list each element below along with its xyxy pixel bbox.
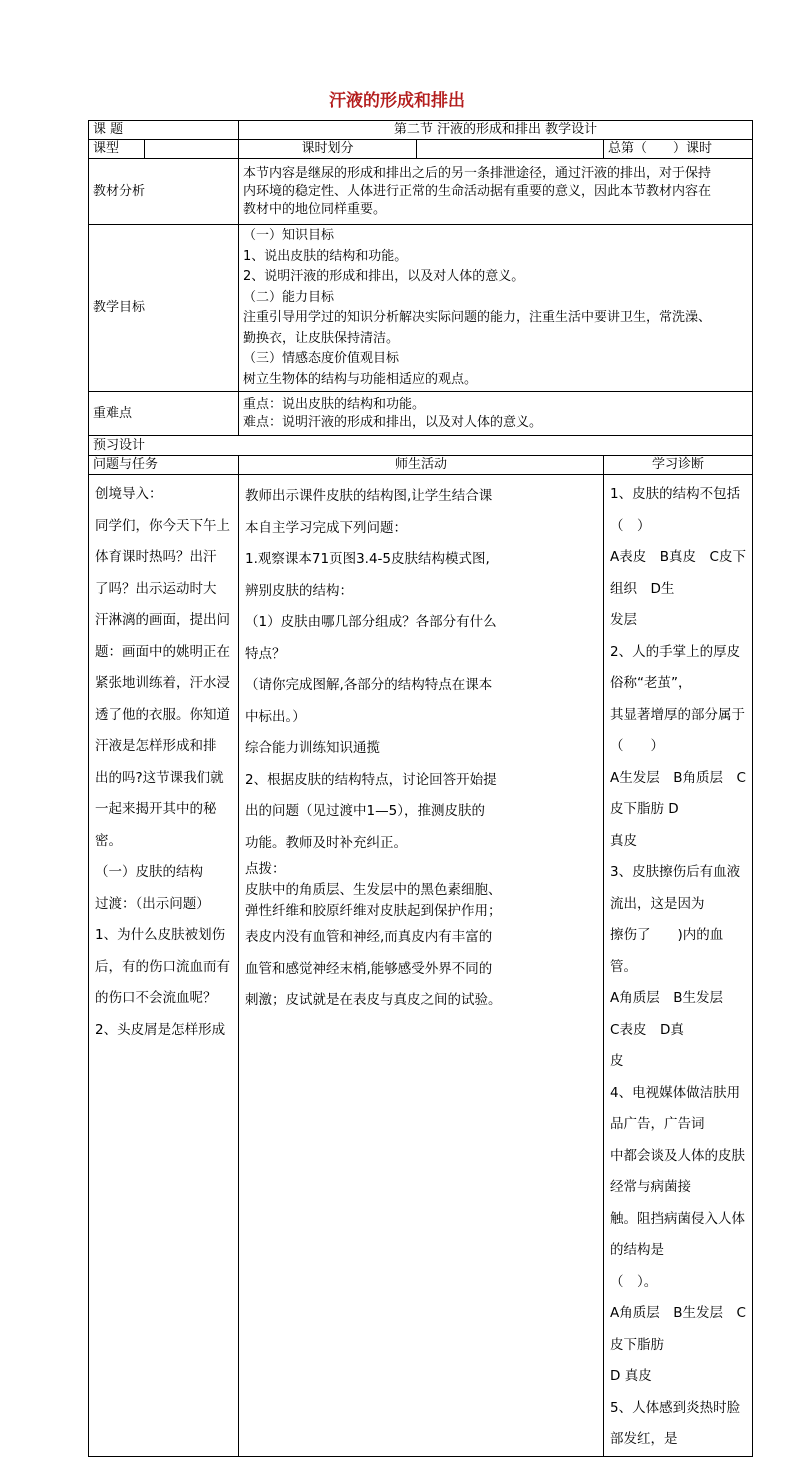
activity-line: 教师出示课件皮肤的结构图,让学生结合课 (245, 488, 493, 504)
note-line: 皮肤中的角质层、生发层中的黑色素细胞、 (245, 882, 502, 898)
diagnosis-line: 3、皮肤擦伤后有血液流出，这是因为 (610, 864, 741, 912)
activity-line: 出的问题（见过渡中1—5），推测皮肤的 (245, 803, 485, 819)
task-line: 1、为什么皮肤被划伤 (95, 927, 226, 943)
task-line: 密。 (95, 832, 122, 849)
diagnosis-line: D 真皮 (610, 1368, 652, 1384)
diagnosis-line: 4、电视媒体做洁肤用品广告，广告词 (610, 1084, 741, 1132)
header-activities: 师生活动 (239, 456, 604, 475)
activity-line: 辨别皮肤的结构： (245, 582, 354, 599)
document-title: 汗液的形成和排出 (329, 91, 465, 111)
task-line: 同学们，你今天下午上 (95, 517, 230, 534)
task-line: 了吗？出示运动时大 (95, 580, 217, 597)
diagnosis-line: 触。阻挡病菌侵入人体的结构是 (610, 1210, 746, 1258)
key-line: 难点：说明汗液的形成和排出，以及对人体的意义。 (243, 414, 543, 430)
activities-text (245, 481, 597, 859)
task-line: 后，有的伤口流血而有 (95, 958, 230, 975)
key-line: 重点：说出皮肤的结构和功能。 (243, 396, 426, 412)
type-label: 课型 (89, 140, 145, 159)
activity-line: 2、根据皮肤的结构特点，讨论回答开始提 (245, 771, 497, 788)
goals-line: （一）知识目标 (243, 228, 335, 243)
note-line: 弹性纤维和胶原纤维对皮肤起到保护作用； (245, 903, 502, 919)
type-row (89, 140, 753, 159)
header-tasks: 问题与任务 (89, 456, 239, 475)
goals-line: （二）能力目标 (243, 289, 335, 305)
activity-line: 综合能力训练知识通揽 (245, 740, 381, 756)
activity-line: 刺激；皮试就是在表皮与真皮之间的试验。 (245, 992, 502, 1008)
note-block (245, 859, 597, 922)
header-row (89, 456, 753, 475)
material-line: 本节内容是继尿的形成和排出之后的另一条排泄途径，通过汗液的排出，对于保持 (243, 165, 712, 181)
goals-line: 注重引导用学过的知识分析解决实际问题的能力，注重生活中要讲卫生，常洗澡、 (243, 310, 712, 325)
plan-label: 课时划分 (239, 140, 417, 159)
material-row (89, 159, 753, 225)
task-line: 汗液是怎样形成和排 (95, 738, 217, 754)
task-line: 出的吗?这节课我们就 (95, 769, 224, 786)
diagnosis-column (604, 475, 753, 1457)
diagnosis-line: 真皮 (610, 832, 638, 849)
goals-line: 1、说出皮肤的结构和功能。 (243, 248, 408, 264)
topic-value: 第二节 汗液的形成和排出 教学设计 (239, 121, 753, 140)
diagnosis-text (610, 479, 746, 1456)
header-diagnosis: 学习诊断 (604, 456, 753, 475)
task-line: 紧张地训练着，汗水浸 (95, 675, 230, 691)
activity-line: 血管和感觉神经末梢,能够感受外界不同的 (245, 960, 493, 977)
topic-label: 课 题 (89, 121, 239, 140)
diagnosis-line: 1、皮肤的结构不包括（ ） (610, 486, 741, 534)
diagnosis-line: A角质层 B生发层 C表皮 D真 (610, 990, 741, 1038)
diagnosis-line: （ ）。 (610, 1273, 658, 1290)
activity-line: 本自主学习完成下列问题： (245, 519, 408, 536)
goals-line: 2、说明汗液的形成和排出，以及对人体的意义。 (243, 269, 525, 284)
goals-label: 教学目标 (89, 225, 239, 392)
task-line: 2、头皮屑是怎样形成 (95, 1021, 226, 1038)
goals-line: （三）情感态度价值观目标 (243, 351, 400, 366)
diagnosis-line: 2、人的手掌上的厚皮俗称“老茧”， (610, 643, 741, 691)
activity-line: （请你完成图解,各部分的结构特点在课本 (245, 677, 493, 693)
diagnosis-line: 皮 (610, 1053, 624, 1069)
activity-line: 功能。教师及时补充纠正。 (245, 834, 408, 851)
activity-line: 中标出。） (245, 708, 306, 725)
key-row (89, 392, 753, 436)
key-label: 重难点 (89, 392, 239, 436)
diagnosis-line: A角质层 B生发层 C皮下脂肪 (610, 1305, 746, 1353)
goals-line: 勤换衣，让皮肤保持清洁。 (243, 330, 400, 346)
task-line: 创境导入： (95, 486, 163, 502)
topic-row (89, 121, 753, 140)
activity-line: 1.观察课本71页图3.4-5皮肤结构模式图, (245, 551, 490, 567)
material-line: 教材中的地位同样重要。 (243, 201, 387, 217)
task-line: （一）皮肤的结构 (95, 864, 203, 880)
activity-line: 特点？ (245, 645, 286, 662)
task-line: 的伤口不会流血呢？ (95, 990, 217, 1006)
activity-line: （1）皮肤由哪几部分组成？各部分有什么 (245, 614, 497, 630)
goals-row (89, 225, 753, 392)
task-line: 题：画面中的姚明正在 (95, 643, 230, 660)
lesson-plan-table (88, 120, 753, 1457)
task-line: 体育课时热吗？出汗 (95, 549, 217, 565)
tasks-column (89, 475, 239, 1457)
diagnosis-line: A生发层 B角质层 C皮下脂肪 D (610, 769, 746, 817)
task-line: 透了他的衣服。你知道 (95, 706, 230, 723)
tasks-text (95, 479, 232, 1046)
plan-value (417, 140, 604, 159)
key-text (239, 392, 753, 436)
activities-tail (245, 922, 597, 1017)
diagnosis-line: A表皮 B真皮 C皮下组织 D生 (610, 549, 746, 597)
diagnosis-line: 发层 (610, 612, 638, 628)
activities-column (239, 475, 604, 1457)
task-line: 过渡：（出示问题） (95, 895, 210, 912)
diagnosis-line: 5、人体感到炎热时脸部发红，是 (610, 1399, 741, 1447)
task-line: 汗淋漓的画面，提出问 (95, 612, 230, 628)
goals-text (239, 225, 753, 392)
task-line: 一起来揭开其中的秘 (95, 801, 217, 817)
type-value (145, 140, 239, 159)
material-line: 内环境的稳定性、人体进行正常的生命活动据有重要的意义，因此本节教材内容在 (243, 183, 712, 199)
preview-label: 预习设计 (89, 436, 753, 456)
material-text (239, 159, 753, 225)
goals-line: 树立生物体的结构与功能相适应的观点。 (243, 371, 478, 387)
total-label: 总第（ ）课时 (604, 140, 753, 159)
activity-line: 表皮内没有血管和神经,而真皮内有丰富的 (245, 929, 493, 945)
body-row (89, 475, 753, 1457)
diagnosis-line: 其显著增厚的部分属于（ ） (610, 706, 746, 754)
diagnosis-line: 中都会谈及人体的皮肤经常与病菌接 (610, 1147, 746, 1195)
material-label: 教材分析 (89, 159, 239, 225)
diagnosis-line: 擦伤了 )内的血管。 (610, 927, 724, 975)
note-label: 点拨： (245, 861, 286, 877)
preview-row (89, 436, 753, 456)
